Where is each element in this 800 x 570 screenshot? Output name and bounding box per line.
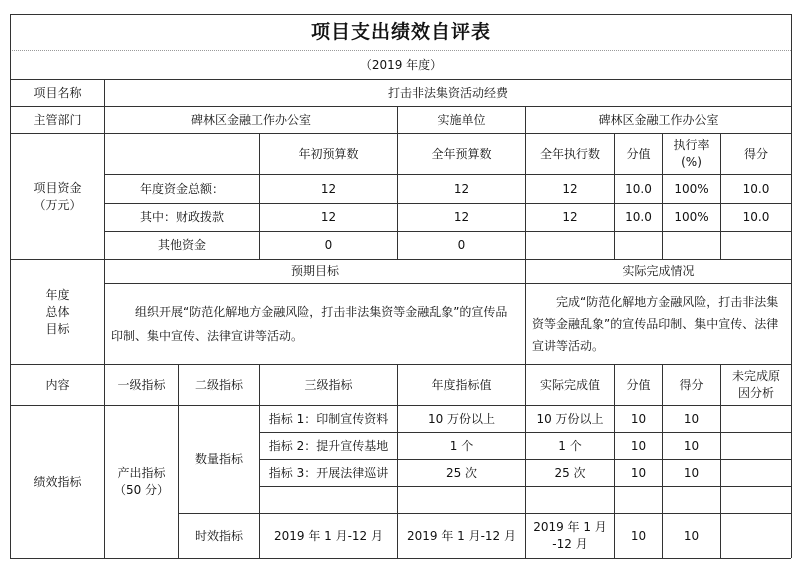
implementing-unit-label: 实施单位 [437,112,486,127]
indicator-target: 1 个 [449,438,474,453]
funds-row-weight: 10.0 [625,181,652,196]
timeliness-indicator-label: 时效指标 [194,528,243,543]
header-reason: 未完成原 因分析 [731,369,780,400]
indicator-target: 10 万份以上 [427,411,496,426]
project-name-value: 打击非法集资活动经费 [387,85,508,100]
header-level2: 二级指标 [194,377,243,392]
header-score-weight: 分值 [626,146,651,161]
indicator-actual: 10 万份以上 [536,411,604,426]
expected-goal-text: 组织开展“防范化解地方金融风险，打击非法集资等金融乱象”的宣传品印制、集中宣传、法律宣讲等活动。 [111,305,508,343]
border-line [10,558,791,559]
timeliness-score: 10 [683,528,700,543]
header-annual-execution: 全年执行数 [539,146,600,161]
funds-row-score [721,232,791,259]
timeliness-target: 2019 年 1 月-12 月 [406,528,517,543]
actual-completion-header: 实际完成情况 [622,264,695,278]
header-target: 年度指标值 [431,377,492,392]
funds-row-annual: 12 [453,181,470,196]
header-annual-budget: 全年预算数 [431,146,492,161]
indicator-name: 指标 3：开展法律巡讲 [268,465,389,480]
funds-row-score: 10.0 [742,210,770,224]
timeliness-actual: 2019 年 1 月 -12 月 [533,520,607,551]
funds-row-executed: 12 [562,181,578,196]
actual-completion-text: 完成“防范化解地方金融风险，打击非法集资等金融乱象”的宣传品印制、集中宣传、法律宣讲等活动。 [532,295,779,353]
funds-row-rate: 100% [674,210,709,224]
annual-goals-label: 年度 总体 目标 [45,287,70,336]
header-execution-rate: 执行率 (%) [673,138,710,169]
expected-goal-header: 预期目标 [290,264,339,278]
funds-row-annual: 12 [453,210,470,224]
timeliness-weight: 10 [630,528,647,543]
indicator-actual: 1 个 [558,438,582,453]
funds-row-initial: 12 [320,181,337,196]
funds-row-weight: 10.0 [625,210,652,224]
funds-row-executed: 12 [562,210,578,224]
page-title: 项目支出绩效自评表 [310,21,491,43]
output-indicator-label: 产出指标 （50 分） [113,466,170,497]
department-label: 主管部门 [33,112,82,127]
header-initial-budget: 年初预算数 [298,146,359,161]
timeliness-level3-value: 2019 年 1 月-12 月 [273,528,384,543]
funds-row-rate: 100% [674,181,709,196]
funds-row-name: 年度资金总额： [139,181,224,196]
funds-row-initial: 12 [320,210,337,224]
header-actual: 实际完成值 [539,377,600,392]
header-score: 得分 [679,377,704,392]
project-name-label: 项目名称 [33,85,82,100]
header-level3: 三级指标 [304,377,353,392]
indicator-score: 10 [683,465,700,480]
indicator-target: 25 次 [445,465,478,480]
indicator-name: 指标 2：提升宣传基地 [268,438,389,453]
indicator-name: 指标 1：印制宣传资料 [268,411,389,426]
indicator-weight: 10 [630,411,647,426]
indicator-weight: 10 [630,438,647,453]
department-value: 碑林区金融工作办公室 [190,112,311,127]
funds-row-rate [663,232,720,259]
performance-indicators-label: 绩效指标 [33,474,82,489]
indicator-score: 10 [683,438,700,453]
indicator-actual: 25 次 [554,465,586,480]
funds-row-name: 其中：财政拨款 [139,210,224,224]
funds-row-weight [615,232,662,259]
funds-row-executed [526,232,614,259]
fiscal-year: （2019 年度） [359,57,443,72]
header-score: 得分 [743,146,768,161]
funds-row-annual: 0 [457,238,466,252]
funds-row-initial: 0 [324,238,333,252]
funds-row-name: 其他资金 [157,238,206,252]
header-level1: 一级指标 [117,377,166,392]
header-weight: 分值 [626,377,651,392]
header-content: 内容 [45,377,70,392]
project-funds-label: 项目资金 （万元） [33,180,82,212]
quantity-indicator-label: 数量指标 [194,452,243,466]
indicator-weight: 10 [630,465,647,480]
implementing-unit-value: 碑林区金融工作办公室 [598,112,719,127]
indicator-score: 10 [683,411,700,426]
funds-row-score: 10.0 [742,181,770,196]
border-line [791,14,792,558]
